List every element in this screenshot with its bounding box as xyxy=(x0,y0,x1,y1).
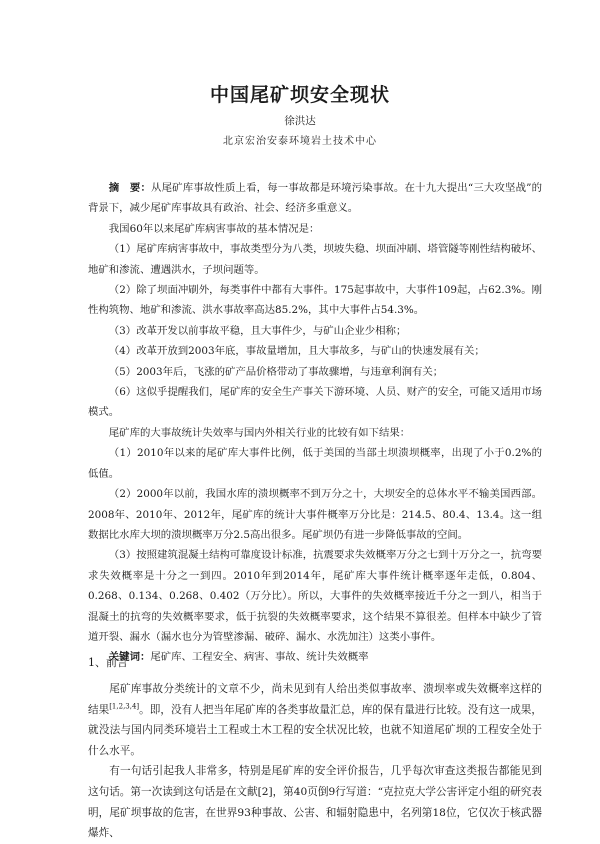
introduction-block xyxy=(88,679,542,844)
intro-text: 尾矿库事故分类统计的文章不少，尚未见到有人给出类似事故率、溃坝率或失效概率这样的结果 xyxy=(88,683,542,716)
abstract-paragraph: （1）2010年以来的尾矿库大事件比例，低于美国的当部土坝溃坝概率，出现了小于0.2%的低值。 xyxy=(88,447,542,480)
abstract-paragraph: （6）这似乎提醒我们，尾矿库的安全生产事关下游环境、人员、财产的安全，可能又适用市场模式。 xyxy=(88,386,542,419)
citation-ref: [1,2,3,4] xyxy=(109,702,140,711)
section-heading: 1、前言 xyxy=(88,656,128,669)
abstract-paragraph: （2）除了坝面冲刷外，每类事件中都有大事件。175起事故中，大事件109起，占62.3%。刚性构筑物、地矿和渗流、洪水事故率高达85.2%，其中大事件占54.3%。 xyxy=(88,284,542,317)
intro-paragraph: 有一句话引起我人非常多，特别是尾矿库的安全评价报告，几乎每次审查这类报告都能见到这句话。第一次读到这句话是在文献[2]，第40页倒9行写道：“克拉克大学公害评定小组的研究表明，尾矿坝事故的危害，在世界93种事故、公害、和辐射隐患中，名列第18位，它仅次于核武器爆炸、 xyxy=(88,765,542,840)
paper-title: 中国尾矿坝安全现状 xyxy=(209,84,390,106)
author-name: 徐洪达 xyxy=(284,115,316,127)
keywords-label: 关键词： xyxy=(108,651,151,664)
author-affiliation: 北京宏治安泰环境岩土技术中心 xyxy=(223,136,377,147)
abstract-paragraph: （4）改革开放到2003年底，事故量增加，且大事故多，与矿山的快速发展有关； xyxy=(108,345,485,358)
keywords-text: 尾矿库、工程安全、病害、事故、统计失效概率 xyxy=(150,651,369,664)
abstract-paragraph: （1）尾矿库病害事故中，事故类型分为八类，坝坡失稳、坝面冲刷、塔管隧等刚性结构破坏、地矿和渗流、遭遇洪水，子坝问题等。 xyxy=(88,243,542,276)
abstract-paragraph: （3）改革开发以前事故平稳，且大事件少，与矿山企业少相称； xyxy=(108,324,407,337)
abstract-intro-paragraph xyxy=(88,178,542,219)
intro-paragraph xyxy=(88,679,542,761)
abstract-label: 摘 要： xyxy=(108,182,152,194)
keywords-paragraph xyxy=(88,647,542,667)
abstract-intro-text: 从尾矿库事故性质上看，每一事故都是环境污染事故。在十九大提出“三大攻坚战”的背景下，减少尾矿库事故具有政治、社会、经济多重意义。 xyxy=(88,182,543,215)
intro-text: 。即，没有人把当年尾矿库的各类事故量汇总，库的保有量进行比较。没有这一成果，就没法与国内同类环境岩土工程或土木工程的安全状况比较，也就不知道尾矿坝的工程安全处于什么水平。 xyxy=(88,703,542,757)
abstract-paragraph: （3）按照建筑混凝土结构可靠度设计标准，抗震要求失效概率万分之七到十万分之一，抗弯要求失效概率是十分之一到四。2010年到2014年，尾矿库大事件统计概率逐年走低，0.804、0.268、0.134、0.268、0.402（万分比）。所以，大事件的失效概率接近千分之一到八，相当于混凝土的抗弯的失效概率要求，低于抗裂的失效概率要求，这个结果不算很差。但样本中缺少了管道开裂、漏水（漏水也分为管壁渗漏、破碎、漏水、水洗加注）这类小事件。 xyxy=(88,549,542,643)
abstract-block xyxy=(88,178,542,668)
abstract-paragraph: 我国60年以来尾矿库病害事故的基本情况是： xyxy=(108,222,320,235)
abstract-paragraph: （2）2000年以前，我国水库的溃坝概率不到万分之十，大坝安全的总体水平不输美国西部。2008年、2010年、2012年，尾矿库的统计大事件概率万分比是：214.5、80.4、13.4。这一组数据比水库大坝的溃坝概率万分2.5高出很多。尾矿坝仍有进一步降低事故的空间。 xyxy=(88,488,542,541)
abstract-paragraph: （5）2003年后，飞涨的矿产品价格带动了事故骤增，与违章利润有关； xyxy=(108,365,444,378)
abstract-paragraph: 尾矿库的大事故统计失效率与国内外相关行业的比较有如下结果： xyxy=(108,426,411,439)
